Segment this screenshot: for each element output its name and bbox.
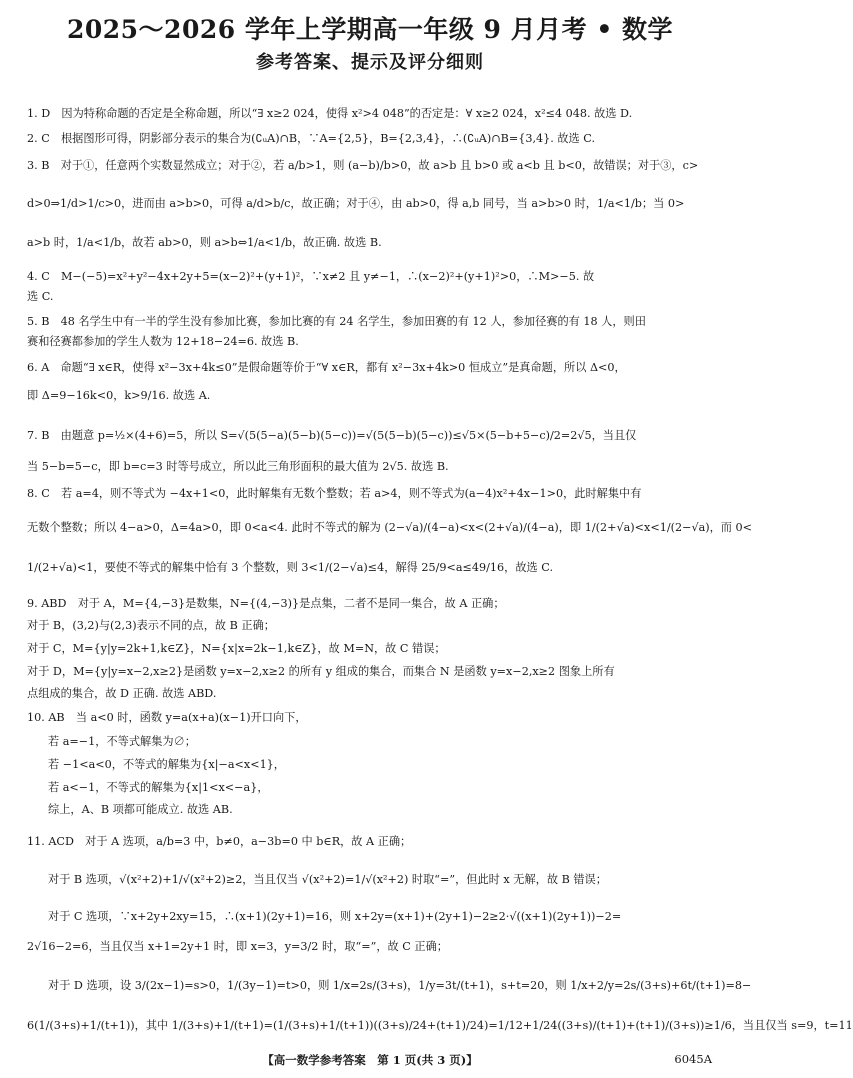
page-subtitle: 参考答案、提示及评分细则 [256,52,484,73]
text-line: 对于 C 选项，∵x+2y+2xy=15，∴(x+1)(2y+1)=16，则 x+2y=(x+1)+(2y+1)−2≥2·√((x+1)(2y+1))−2= [48,910,622,923]
text-line: 对于 D 选项，设 3/(2x−1)=s>0，1/(3y−1)=t>0，则 1/x=2s/(3+s)，1/y=3t/(t+1)，s+t=20，则 1/x+2/y=2s/(3+s)+6t/(t+1)=8− [48,979,752,992]
text-line: 2. C 根据图形可得，阴影部分表示的集合为(∁ᵤA)∩B，∵A={2,5}，B={2,3,4}，∴(∁ᵤA)∩B={3,4}. 故选 C. [27,132,596,145]
text-line: 当 5−b=5−c，即 b=c=3 时等号成立，所以此三角形面积的最大值为 2√5. 故选 B. [27,460,449,473]
text-line: 1. D 因为特称命题的否定是全称命题，所以“∃ x≥2 024，使得 x²>4 048”的否定是：∀ x≥2 024，x²≤4 048. 故选 D. [27,107,633,120]
text-line: 对于 B，(3,2)与(2,3)表示不同的点，故 B 正确； [27,619,275,632]
text-line: 综上，A、B 项都可能成立. 故选 AB. [48,803,233,816]
text-line: 无数个整数；所以 4−a>0，Δ=4a>0，即 0<a<4. 此时不等式的解为 (2−√a)/(4−a)<x<(2+√a)/(4−a)，即 1/(2+√a)<x<1/(2−√a)，而 0< [27,521,753,534]
text-line: 对于 B 选项，√(x²+2)+1/√(x²+2)≥2，当且仅当 √(x²+2)=1/√(x²+2) 时取“=”，但此时 x 无解，故 B 错误； [48,873,607,886]
text-line: 8. C 若 a=4，则不等式为 −4x+1<0，此时解集有无数个整数；若 a>4，则不等式为(a−4)x²+4x−1>0，此时解集中有 [27,487,642,500]
text-line: 3. B 对于①，任意两个实数显然成立；对于②，若 a/b>1，则 (a−b)/b>0，故 a>b 且 b>0 或 a<b 且 b<0，故错误；对于③，c> [27,159,699,172]
text-line: 1/(2+√a)<1，要使不等式的解集中恰有 3 个整数，则 3<1/(2−√a)≤4，解得 25/9<a≤49/16，故选 C. [27,561,553,574]
text-line: 10. AB 当 a<0 时，函数 y=a(x+a)(x−1)开口向下， [27,711,307,724]
text-line: 5. B 48 名学生中有一半的学生没有参加比赛，参加比赛的有 24 名学生，参加田赛的有 12 人，参加径赛的有 18 人，则田 [27,315,646,328]
text-line: 2√16−2=6，当且仅当 x+1=2y+1 时，即 x=3，y=3/2 时，取“=”，故 C 正确； [27,940,448,953]
text-line: 4. C M−(−5)=x²+y²−4x+2y+5=(x−2)²+(y+1)²，∵x≠2 且 y≠−1，∴(x−2)²+(y+1)²>0，∴M>−5. 故 [27,270,595,283]
text-line: 若 a=−1，不等式解集为∅； [48,735,196,748]
text-line: 即 Δ=9−16k<0，k>9/16. 故选 A. [27,389,211,402]
text-line: 若 a<−1，不等式的解集为{x|1<x<−a}， [48,781,269,794]
text-line: a>b 时，1/a<1/b，故若 ab>0，则 a>b⇔1/a<1/b，故正确. 故选 B. [27,236,382,249]
text-line: 点组成的集合，故 D 正确. 故选 ABD. [27,687,217,700]
text-line: 7. B 由题意 p=½×(4+6)=5，所以 S=√(5(5−a)(5−b)(5−c))=√(5(5−b)(5−c))≤√5×(5−b+5−c)/2=2√5，当且仅 [27,429,637,442]
document-code: 6045A [674,1052,712,1066]
text-line: 对于 C，M={y|y=2k+1,k∈Z}，N={x|x=2k−1,k∈Z}，故 M=N，故 C 错误； [27,642,446,655]
text-line: 选 C. [27,290,54,303]
text-line: 赛和径赛都参加的学生人数为 12+18−24=6. 故选 B. [27,335,299,348]
text-line: 若 −1<a<0，不等式的解集为{x|−a<x<1}， [48,758,285,771]
text-line: 6(1/(3+s)+1/(t+1))，其中 1/(3+s)+1/(t+1)=(1/(3+s)+1/(t+1))((3+s)/24+(t+1)/24)=1/12+1/24((3+s)/(t+1)+(t+1)/(3+s))≥1/6，当且仅当 s=9，t=11 [27,1019,853,1032]
text-line: 9. ABD 对于 A，M={4,−3}是数集，N={(4,−3)}是点集，二者不是同一集合，故 A 正确； [27,597,505,610]
text-line: 6. A 命题“∃ x∈R，使得 x²−3x+4k≤0”是假命题等价于“∀ x∈R，都有 x²−3x+4k>0 恒成立”是真命题，所以 Δ<0， [27,361,626,374]
page-footer: 【高一数学参考答案 第 1 页(共 3 页)】 [262,1053,478,1067]
text-line: 11. ACD 对于 A 选项，a/b=3 中，b≠0，a−3b=0 中 b∈R，故 A 正确； [27,835,412,848]
text-line: 对于 D，M={y|y=x−2,x≥2}是函数 y=x−2,x≥2 的所有 y 组成的集合，而集合 N 是函数 y=x−2,x≥2 图象上所有 [27,665,615,678]
page-title: 2025～2026 学年上学期高一年级 9 月月考 • 数学 [66,15,674,44]
text-line: d>0⇒1/d>1/c>0，进而由 a>b>0，可得 a/d>b/c，故正确；对于④，由 ab>0，得 a,b 同号，当 a>b>0 时，1/a<1/b；当 0> [27,197,685,210]
